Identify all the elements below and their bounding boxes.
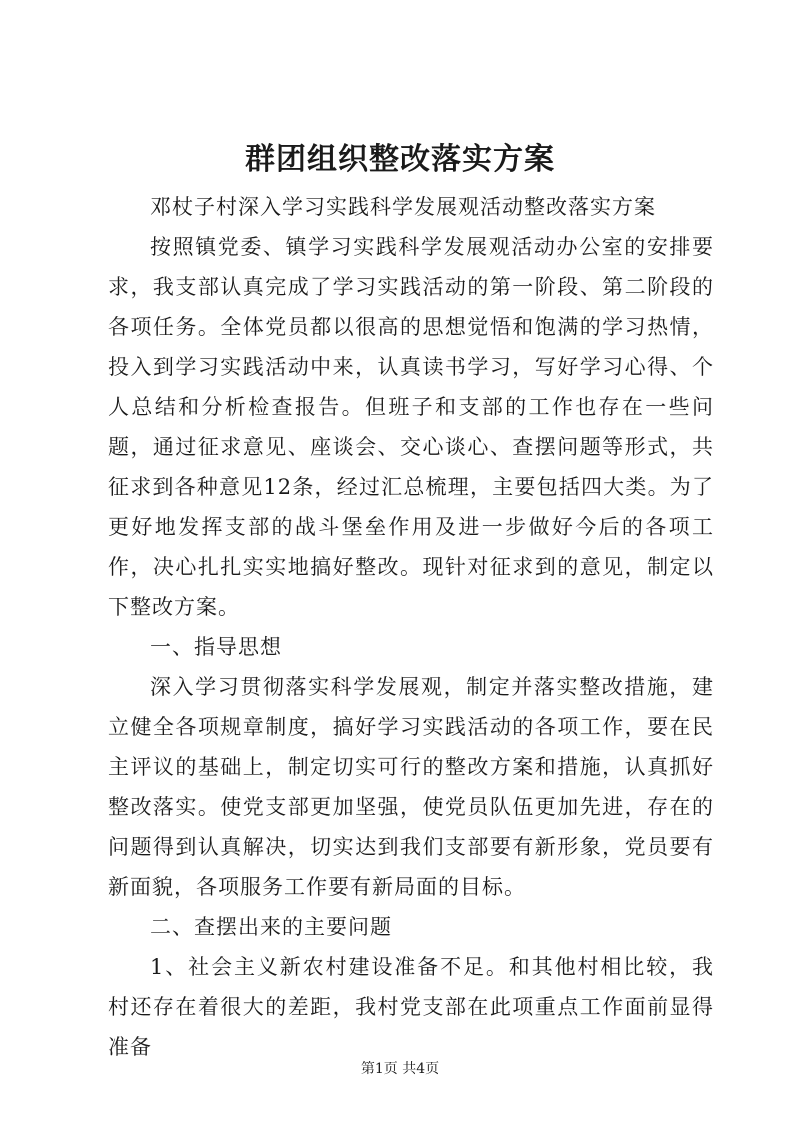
section-heading-guiding-ideology: 一、指导思想 — [150, 635, 282, 659]
problem-item-1-paragraph: 1、社会主义新农村建设准备不足。和其他村相比较，我村还存在着很大的差距，我村党支部在此项重点工作面前显得准备 — [108, 955, 714, 1059]
subtitle-paragraph: 邓杖子村深入学习实践科学发展观活动整改落实方案 — [150, 195, 656, 219]
section-heading-main-problems: 二、查摆出来的主要问题 — [150, 915, 392, 939]
document-body — [108, 187, 714, 1067]
guiding-ideology-paragraph: 深入学习贯彻落实科学发展观，制定并落实整改措施，建立健全各项规章制度，搞好学习实践活动的各项工作，要在民主评议的基础上，制定切实可行的整改方案和措施，认真抓好整改落实。使党支部更加坚强，使党员队伍更加先进，存在的问题得到认真解决，切实达到我们支部要有新形象，党员要有新面貌，各项服务工作要有新局面的目标。 — [108, 675, 714, 899]
document-title: 群团组织整改落实方案 — [245, 142, 555, 177]
page-number-footer: 第1页 共4页 — [360, 1061, 440, 1077]
intro-paragraph: 按照镇党委、镇学习实践科学发展观活动办公室的安排要求，我支部认真完成了学习实践活动的第一阶段、第二阶段的各项任务。全体党员都以很高的思想觉悟和饱满的学习热情，投入到学习实践活动中来，认真读书学习，写好学习心得、个人总结和分析检查报告。但班子和支部的工作也存在一些问题，通过征求意见、座谈会、交心谈心、查摆问题等形式，共征求到各种意见12条，经过汇总梳理，主要包括四大类。为了更好地发挥支部的战斗堡垒作用及进一步做好今后的各项工作，决心扎扎实实地搞好整改。现针对征求到的意见，制定以下整改方案。 — [108, 235, 714, 619]
